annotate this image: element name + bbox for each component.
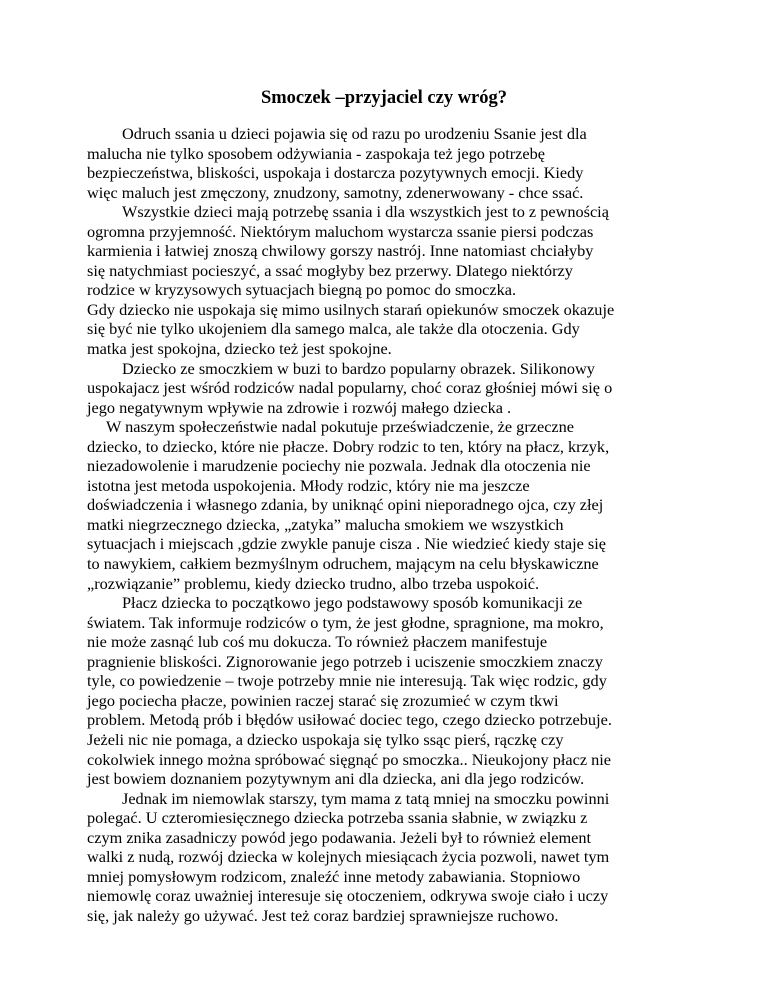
text-line: dziecko, to dziecko, które nie płacze. Dobry rodzic to ten, który na płacz, krzyk,: [87, 436, 610, 456]
text-line: Jednak im niemowlak starszy, tym mama z tatą mniej na smoczku powinni: [122, 788, 610, 808]
text-line: sytuacjach i miejscach ,gdzie zwykle panuje cisza . Nie wiedzieć kiedy staje się: [87, 534, 606, 554]
text-line: Wszystkie dzieci mają potrzebę ssania i dla wszystkich jest to z pewnością: [122, 202, 609, 222]
text-line: matki niegrzecznego dziecka, „zatyka” malucha smokiem we wszystkich: [87, 514, 564, 534]
text-line: Jeżeli nic nie pomaga, a dziecko uspokaja się tylko ssąc pierś, rączkę czy: [87, 729, 564, 749]
text-line: uspokajacz jest wśród rodziców nadal popularny, choć coraz głośniej mówi się o: [87, 378, 613, 398]
text-line: cokolwiek innego można spróbować sięgnąć po smoczka.. Nieukojony płacz nie: [87, 749, 612, 769]
text-line: więc maluch jest zmęczony, znudzony, samotny, zdenerwowany - chce ssać.: [87, 182, 584, 202]
text-line: Płacz dziecka to początkowo jego podstawowy sposób komunikacji ze: [122, 593, 583, 613]
text-line: tyle, co powiedzenie – twoje potrzeby mnie nie interesują. Tak więc rodzic, gdy: [87, 671, 607, 691]
text-line: czym znika zasadniczy powód jego podawania. Jeżeli był to również element: [87, 827, 592, 847]
text-line: W naszym społeczeństwie nadal pokutuje przeświadczenie, że grzeczne: [106, 417, 575, 437]
text-line: problem. Metodą prób i błędów usiłować dociec tego, czego dziecko potrzebuje.: [87, 710, 612, 730]
text-line: matka jest spokojna, dziecko też jest spokojne.: [87, 339, 392, 359]
text-line: niezadowolenie i marudzenie pociechy nie pozwala. Jednak dla otoczenia nie: [87, 456, 591, 476]
text-line: to nawykiem, całkiem bezmyślnym odruchem, mającym na celu błyskawiczne: [87, 554, 599, 574]
text-line: bezpieczeństwa, bliskości, uspokaja i dostarcza pozytywnych emocji. Kiedy: [87, 163, 584, 183]
text-line: się być nie tylko ukojeniem dla samego malca, ale także dla otoczenia. Gdy: [87, 319, 580, 339]
text-line: mniej pomysłowym rodzicom, znaleźć inne metody zabawiania. Stopniowo: [87, 866, 581, 886]
text-line: jego negatywnym wpływie na zdrowie i rozwój małego dziecka .: [87, 397, 512, 417]
text-line: się, jak należy go używać. Jest też coraz bardziej sprawniejsze ruchowo.: [87, 905, 559, 925]
document-body: [87, 124, 707, 925]
text-line: walki z nudą, rozwój dziecka w kolejnych miesiącach życia pozwoli, nawet tym: [87, 847, 610, 867]
text-line: Odruch ssania u dzieci pojawia się od razu po urodzeniu Ssanie jest dla: [122, 124, 587, 143]
text-line: „rozwiązanie” problemu, kiedy dziecko trudno, albo trzeba uspokoić.: [87, 573, 540, 593]
text-line: nie może zasnąć lub coś mu dokucza. To również płaczem manifestuje: [87, 632, 548, 652]
text-line: rodzice w kryzysowych sytuacjach biegną po pomoc do smoczka.: [87, 280, 517, 300]
text-line: doświadczenia i własnego zdania, by uniknąć opini nieporadnego ojca, czy złej: [87, 495, 604, 515]
text-line: ogromna przyjemność. Niektórym maluchom wystarcza ssanie piersi podczas: [87, 221, 594, 241]
text-line: Gdy dziecko nie uspokaja się mimo usilnych starań opiekunów smoczek okazuje: [87, 299, 615, 319]
text-line: karmienia i łatwiej znoszą chwilowy gorszy nastrój. Inne natomiast chciałyby: [87, 241, 594, 261]
text-line: jest bowiem doznaniem pozytywnym ani dla dziecka, ani dla jego rodziców.: [87, 769, 585, 789]
text-line: się natychmiast pocieszyć, a ssać mogłyby bez przerwy. Dlatego niektórzy: [87, 260, 573, 280]
text-line: polegać. U czteromiesięcznego dziecka potrzeba ssania słabnie, w związku z: [87, 808, 588, 828]
text-line: istotna jest metoda uspokojenia. Młody rodzic, który nie ma jeszcze: [87, 475, 530, 495]
text-line: jego pociecha płacze, powinien raczej starać się zrozumieć w czym tkwi: [87, 690, 559, 710]
text-line: Dziecko ze smoczkiem w buzi to bardzo popularny obrazek. Silikonowy: [122, 358, 595, 378]
text-line: światem. Tak informuje rodziców o tym, że jest głodne, spragnione, ma mokro,: [87, 612, 604, 632]
text-line: pragnienie bliskości. Zignorowanie jego potrzeb i uciszenie smoczkiem znaczy: [87, 651, 603, 671]
text-line: malucha nie tylko sposobem odżywiania - zaspokaja też jego potrzebę: [87, 143, 545, 163]
page-title: Smoczek –przyjaciel czy wróg?: [260, 88, 508, 108]
text-line: niemowlę coraz uważniej interesuje się otoczeniem, odkrywa swoje ciało i uczy: [87, 886, 609, 906]
